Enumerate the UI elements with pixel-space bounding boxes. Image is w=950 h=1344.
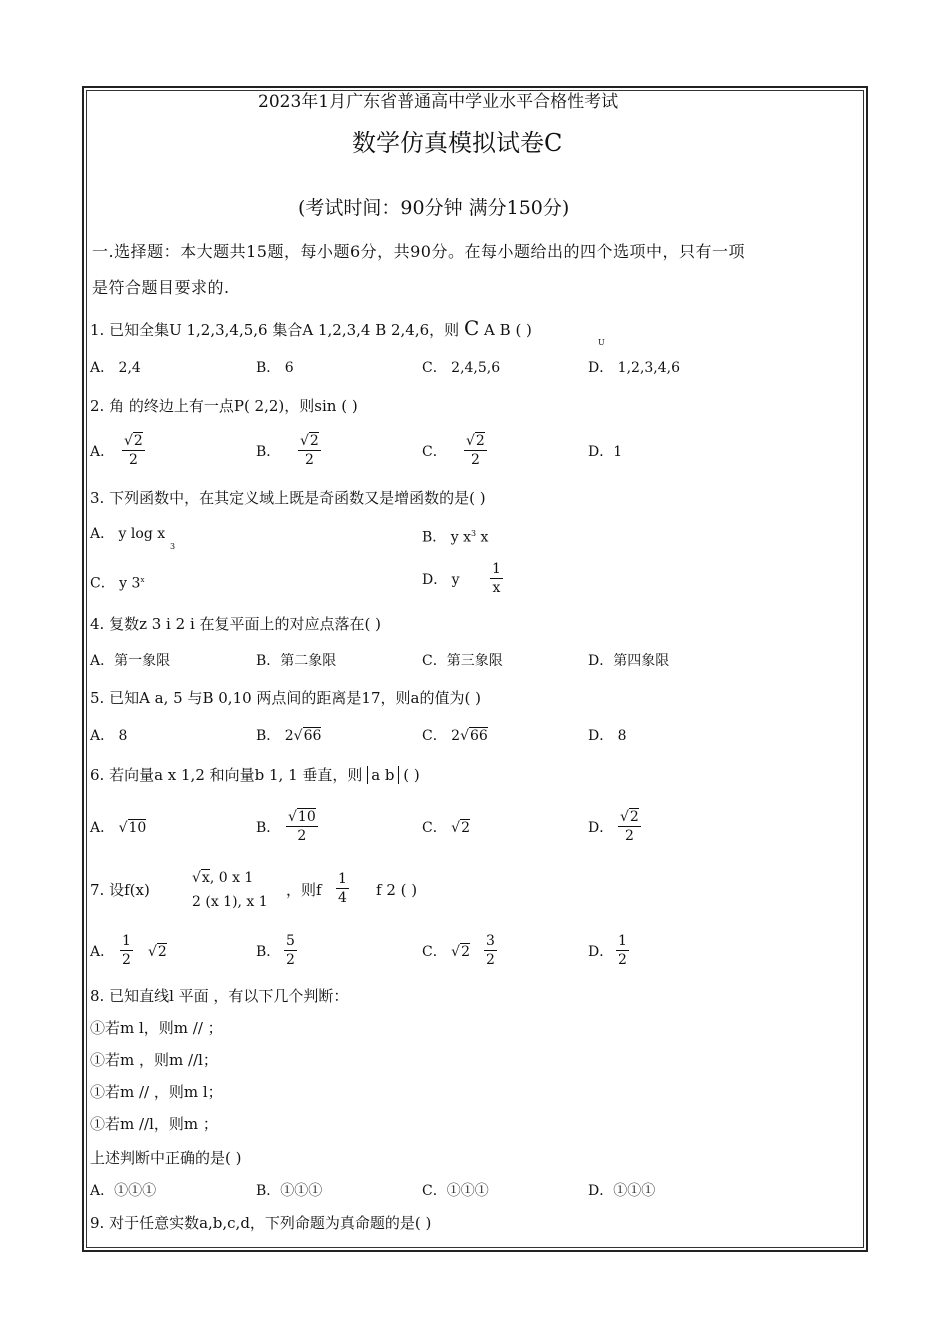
q4-option-a: A．第一象限	[90, 653, 171, 669]
q7-option-b: B．	[256, 944, 281, 960]
q5-option-d: D． 8	[588, 728, 627, 744]
q8-statement-2: ①若m ，则m //l；	[90, 1051, 218, 1069]
q2-option-c-fraction: $\frac{√2}{2}$	[466, 433, 485, 468]
q1-stem: 1. 已知全集U 1,2,3,4,5,6 集合A 1,2,3,4 B 2,4,6，则 C A B ( )	[90, 316, 532, 340]
q3-option-a: A． y log x	[90, 526, 166, 542]
q1-option-b: B． 6	[256, 360, 294, 376]
q2-option-c: C．	[422, 444, 447, 460]
q5-option-a: A． 8	[90, 728, 128, 744]
q3-option-d-fraction: $\frac{1}{x}$	[492, 561, 501, 596]
q9-stem: 9. 对于任意实数a,b,c,d，下列命题为真命题的是( )	[90, 1214, 432, 1232]
q2-option-a: A．	[90, 444, 115, 460]
exam-title: 数学仿真模拟试卷C	[352, 129, 563, 157]
q7-argument-fraction: $\frac{1}{4}$	[338, 871, 347, 906]
q1-option-d: D． 1,2,3,4,6	[588, 360, 681, 376]
q1-option-c: C． 2,4,5,6	[422, 360, 501, 376]
q5-option-b: B． 2√66	[256, 728, 322, 744]
exam-info: (考试时间：90分钟 满分150分)	[298, 197, 570, 219]
q3-option-b: B． y $x^3$ x	[422, 529, 489, 546]
q5-stem: 5. 已知A a, 5 与B 0,10 两点间的距离是17，则a的值为( )	[90, 689, 481, 707]
q2-stem: 2. 角 的终边上有一点P( 2,2)，则sin ( )	[90, 397, 358, 415]
q8-statement-4: ①若m //l，则m ；	[90, 1115, 218, 1133]
q2-option-b: B．	[256, 444, 281, 460]
q6-vector-abs: a b	[367, 766, 398, 784]
q7-stem-start: 7. 设f(x)	[90, 881, 150, 899]
q6-option-a: A． √10	[90, 820, 147, 836]
q8-ask: 上述判断中正确的是( )	[90, 1149, 242, 1167]
q6-option-b: B．	[256, 820, 281, 836]
q4-option-d: D．第四象限	[588, 653, 670, 669]
q4-option-c: C．第三象限	[422, 653, 503, 669]
section-intro-line1: 一.选择题：本大题共15题，每小题6分，共90分。在每小题给出的四个选项中，只有一项	[92, 242, 745, 261]
q6-option-d-fraction: $\frac{√2}{2}$	[620, 809, 639, 844]
q7-option-d: D．	[588, 944, 614, 960]
exam-header: 2023年1月广东省普通高中学业水平合格性考试	[258, 92, 619, 112]
q8-option-d: D．①①①	[588, 1183, 656, 1199]
q8-option-b: B．①①①	[256, 1183, 323, 1199]
q8-statement-3: ①若m // ，则m l；	[90, 1083, 223, 1101]
q8-option-a: A．①①①	[90, 1183, 157, 1199]
q6-option-d: D．	[588, 820, 614, 836]
q8-stem: 8. 已知直线l 平面 ，有以下几个判断：	[90, 987, 349, 1005]
q7-stem-mid: ，则f	[286, 881, 322, 899]
section-intro-line2: 是符合题目要求的.	[92, 278, 230, 297]
q3-option-d: D． y	[422, 572, 460, 588]
q7-option-a-radical: √2	[148, 944, 167, 960]
q7-option-a: A．	[90, 944, 115, 960]
q7-option-d-fraction: $\frac{1}{2}$	[618, 933, 627, 968]
q4-stem: 4. 复数z 3 i 2 i 在复平面上的对应点落在( )	[90, 615, 381, 633]
q8-statement-1: ①若m l，则m // ；	[90, 1019, 223, 1037]
q8-option-c: C．①①①	[422, 1183, 489, 1199]
q7-option-a-fraction: $\frac{1}{2}$	[122, 933, 131, 968]
q5-option-c: C． 2√66	[422, 728, 488, 744]
q7-case1: √x, 0 x 1	[192, 870, 254, 886]
q2-option-d: D．1	[588, 444, 623, 460]
q7-option-b-fraction: $\frac{5}{2}$	[286, 933, 295, 968]
q3-option-c: C． y 3$^x$	[90, 575, 145, 592]
q7-stem-end: f 2 ( )	[376, 881, 418, 899]
complement-subscript: U	[598, 338, 605, 347]
q7-case2: 2 (x 1), x 1	[192, 894, 268, 910]
q7-option-c: C． √2	[422, 944, 471, 960]
q6-option-c: C． √2	[422, 820, 471, 836]
q7-option-c-fraction: $\frac{3}{2}$	[486, 933, 495, 968]
q1-option-a: A． 2,4	[90, 360, 141, 376]
q6-option-b-fraction: $\frac{√10}{2}$	[288, 809, 316, 844]
q3-option-a-log-base: 3	[170, 542, 176, 551]
q3-stem: 3. 下列函数中，在其定义域上既是奇函数又是增函数的是( )	[90, 489, 486, 507]
q2-option-b-fraction: $\frac{√2}{2}$	[300, 433, 319, 468]
q2-option-a-fraction: $\frac{√2}{2}$	[124, 433, 143, 468]
q6-stem: 6. 若向量a x 1,2 和向量b 1, 1 垂直，则 a b ( )	[90, 766, 420, 784]
complement-symbol: C	[463, 316, 480, 340]
q4-option-b: B．第二象限	[256, 653, 337, 669]
